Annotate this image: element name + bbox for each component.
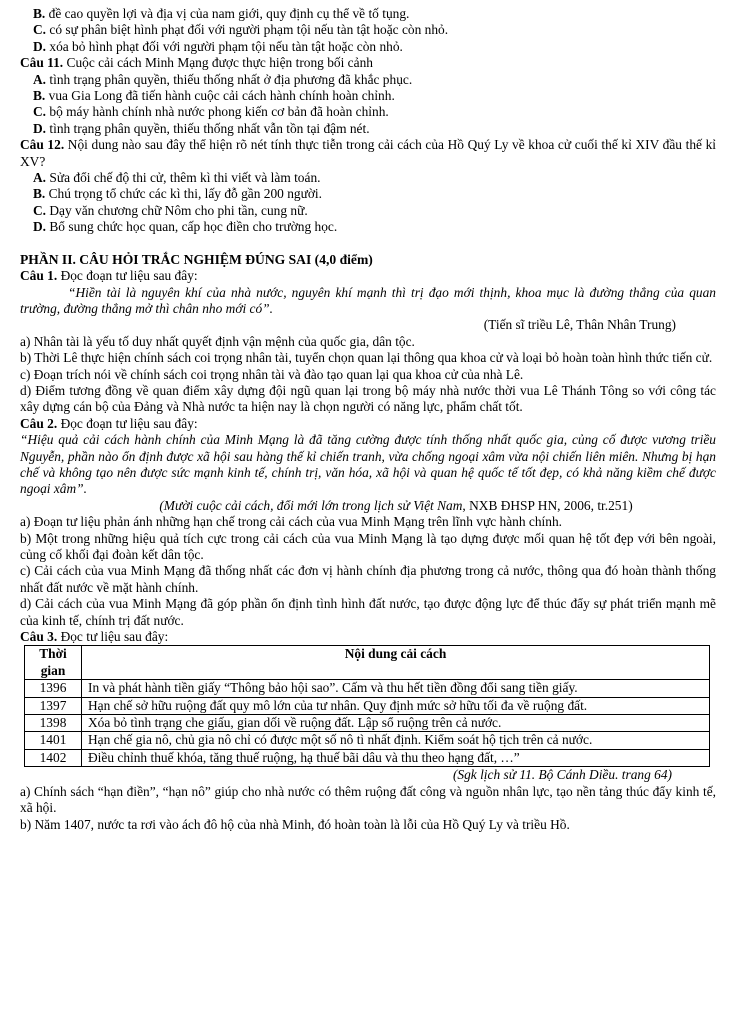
table-cell-content: Hạn chế gia nô, chủ gia nô chỉ có được một số nô tì nhất định. Kiểm soát hộ tịch trên cả nước. <box>82 732 710 749</box>
option-letter: A. <box>33 170 47 186</box>
question-label: Câu 2. <box>20 415 58 431</box>
question-label: Câu 1. <box>20 268 58 284</box>
c2-statement-b: b) Một trong những hiệu quả tích cực trong cải cách của vua Minh Mạng là tạo dựng được mối quan hệ tốt đẹp với bên ngoài, củng cố khối đại đoàn kết dân tộc. <box>20 530 716 562</box>
option-text: Chú trọng tổ chức các kì thi, lấy đỗ gần 200 người. <box>45 186 322 202</box>
q10-option-d <box>20 39 716 55</box>
c2-intro <box>20 416 716 432</box>
q10-option-b <box>20 6 716 22</box>
c2-statement-a: a) Đoạn tư liệu phản ánh những hạn chế trong cải cách của vua Minh Mạng trên lĩnh vực hành chính. <box>20 514 562 530</box>
option-letter: D. <box>33 120 47 136</box>
table-row <box>25 680 710 697</box>
option-letter: C. <box>33 202 47 218</box>
question-label: Câu 12. <box>20 137 65 153</box>
option-text: Bổ sung chức học quan, cấp học điền cho trường học. <box>46 219 338 235</box>
option-text: tình trạng phân quyền, thiếu thống nhất vẫn tồn tại đậm nét. <box>46 120 370 136</box>
q11-option-d <box>20 121 716 137</box>
table-cell-year: 1401 <box>25 732 82 749</box>
table-cell-content: Xóa bỏ tình trạng che giấu, gian dối về ruộng đất. Lập sổ ruộng trên cả nước. <box>82 715 710 732</box>
q12-option-a <box>20 170 716 186</box>
c1-statement-a: a) Nhân tài là yếu tố duy nhất quyết định vận mệnh của quốc gia, dân tộc. <box>20 333 415 349</box>
option-text: vua Gia Long đã tiến hành cuộc cải cách hành chính hoàn chỉnh. <box>45 88 395 104</box>
c2-quote: “Hiệu quả cải cách hành chính của Minh Mạng là đã tăng cường được tính thống nhất quốc gia, củng cố được vương triều Nguyễn, phần nào ổn định được xã hội sau hàng thế kỉ chiến tranh, vừa chống ngoại xâm vừa nội chiến liên miên. Nhưng bị hạn chế và không tạo nên được sức mạnh kinh tế, chính trị, văn hóa, xã hội và quan hệ quốc tế tốt đẹp, có khả năng kiềm chế được ngoại xâm”. <box>20 432 716 497</box>
q12-stem <box>20 137 716 170</box>
c1-statement-d: d) Điểm tương đồng về quan điểm xây dựng đội ngũ quan lại trong bộ máy nhà nước thời vua Lê Thánh Tông so với công tác xây dựng cán bộ của Đảng và Nhà nước ta hiện nay là chọn người có năng lực, phẩm chất tốt. <box>20 382 716 415</box>
option-letter: D. <box>33 38 47 54</box>
question-label: Câu 11. <box>20 55 64 71</box>
option-letter: A. <box>33 71 47 87</box>
section-heading: PHẦN II. CÂU HỎI TRẮC NGHIỆM ĐÚNG SAI (4,0 điểm) <box>20 251 373 267</box>
q12-option-c <box>20 203 716 219</box>
option-text: Sửa đổi chế độ thi cử, thêm kì thi viết và làm toán. <box>46 170 321 186</box>
c1-source: (Tiến sĩ triều Lê, Thân Nhân Trung) <box>483 317 676 333</box>
table-row <box>25 732 710 749</box>
table-row <box>25 697 710 714</box>
option-letter: B. <box>33 88 46 104</box>
c1-statement-b: b) Thời Lê thực hiện chính sách coi trọng nhân tài, tuyển chọn quan lại thông qua khoa cử và loại bỏ hoàn toàn hình thức tiến cử. <box>20 350 713 366</box>
q11-option-b <box>20 88 716 104</box>
option-text: Dạy văn chương chữ Nôm cho phi tần, cung nữ. <box>46 202 308 218</box>
q11-stem <box>20 55 716 71</box>
table-header-time: Thời gian <box>25 646 82 680</box>
c3-statement-b: b) Năm 1407, nước ta rơi vào ách đô hộ của nhà Minh, đó hoàn toàn là lỗi của Hồ Quý Ly và triều Hồ. <box>20 816 570 832</box>
q11-option-c <box>20 104 716 120</box>
option-text: xóa bỏ hình phạt đối với người phạm tội nếu tàn tật hoặc còn nhỏ. <box>46 38 403 54</box>
table-caption: (Sgk lịch sử 11. Bộ Cánh Diều. trang 64) <box>452 767 672 783</box>
table-cell-content: In và phát hành tiền giấy “Thông bảo hội sao”. Cấm và thu hết tiền đồng đổi sang tiền giấy. <box>82 680 710 697</box>
question-label: Câu 3. <box>20 629 58 645</box>
option-letter: B. <box>33 186 46 202</box>
exam-page <box>20 6 716 833</box>
table-cell-year: 1396 <box>25 680 82 697</box>
c2-source <box>20 498 716 514</box>
option-text: tình trạng phân quyền, thiếu thống nhất ở địa phương đã khắc phục. <box>46 71 413 87</box>
option-letter: C. <box>33 104 47 120</box>
table-cell-content: Hạn chế sở hữu ruộng đất quy mô lớn của tư nhân. Quy định mức sở hữu tối đa về ruộng đất. <box>82 697 710 714</box>
c1-statement-c: c) Đoạn trích nói về chính sách coi trọng nhân tài và đào tạo quan lại qua khoa cử của nhà Lê. <box>20 366 524 382</box>
table-cell-year: 1397 <box>25 697 82 714</box>
q12-option-d <box>20 219 716 235</box>
c3-statement-a: a) Chính sách “hạn điền”, “hạn nô” giúp cho nhà nước có thêm ruộng đất công và nguồn nhân lực, tạo nền tảng thúc đẩy kinh tế, xã hội. <box>20 783 716 816</box>
question-text: Đọc tư liệu sau đây: <box>57 629 169 645</box>
option-letter: C. <box>33 22 47 38</box>
question-text: Đọc đoạn tư liệu sau đây: <box>57 415 198 431</box>
table-row <box>25 715 710 732</box>
c3-intro <box>20 629 716 645</box>
source-publisher: , NXB ĐHSP HN, 2006, tr.251) <box>462 497 633 513</box>
q11-option-a <box>20 72 716 88</box>
table-cell-year: 1398 <box>25 715 82 732</box>
c1-intro <box>20 268 716 284</box>
table-row <box>25 749 710 766</box>
option-text: bộ máy hành chính nhà nước phong kiến cơ bản đã hoàn chỉnh. <box>46 104 389 120</box>
c2-statement-d: d) Cải cách của vua Minh Mạng đã góp phần ổn định tình hình đất nước, tạo được động lực để thúc đẩy sự phát triển mạnh mẽ của kinh tế, chính trị đất nước. <box>20 596 716 628</box>
option-text: có sự phân biệt hình phạt đối với người phạm tội nếu tàn tật hoặc còn nhỏ. <box>46 22 449 38</box>
question-text: Đọc đoạn tư liệu sau đây: <box>57 268 198 284</box>
table-header-content: Nội dung cải cách <box>82 646 710 680</box>
c1-quote: “Hiền tài là nguyên khí của nhà nước, nguyên khí mạnh thì trị đạo mới thịnh, khoa mục là đường thẳng của quan trường, đường thẳng mở thì chân nho mới có”. <box>20 284 716 316</box>
source-title: (Mười cuộc cải cách, đổi mới lớn trong lịch sử Việt Nam <box>159 497 463 513</box>
question-text: Nội dung nào sau đây thể hiện rõ nét tính thực tiễn trong cải cách của Hồ Quý Ly về khoa cử cuối thế kỉ XIV đầu thế kỉ XV? <box>20 137 716 169</box>
c2-statement-c: c) Cải cách của vua Minh Mạng đã thống nhất các đơn vị hành chính địa phương trong cả nước, thông qua đó hoàn thành thống nhất đất nước về mặt hành chính. <box>20 563 716 595</box>
table-cell-year: 1402 <box>25 749 82 766</box>
option-letter: B. <box>33 6 46 21</box>
option-letter: D. <box>33 219 47 235</box>
q10-option-c <box>20 22 716 38</box>
q12-option-b <box>20 186 716 202</box>
option-text: đề cao quyền lợi và địa vị của nam giới, quy định cụ thể về tố tụng. <box>45 6 410 21</box>
table-cell-content: Điều chỉnh thuế khóa, tăng thuế ruộng, hạ thuế bãi dâu và thu theo hạng đất, …” <box>82 749 710 766</box>
reform-table <box>24 645 710 767</box>
question-text: Cuộc cải cách Minh Mạng được thực hiện trong bối cảnh <box>63 55 373 71</box>
table-header-row <box>25 646 710 680</box>
